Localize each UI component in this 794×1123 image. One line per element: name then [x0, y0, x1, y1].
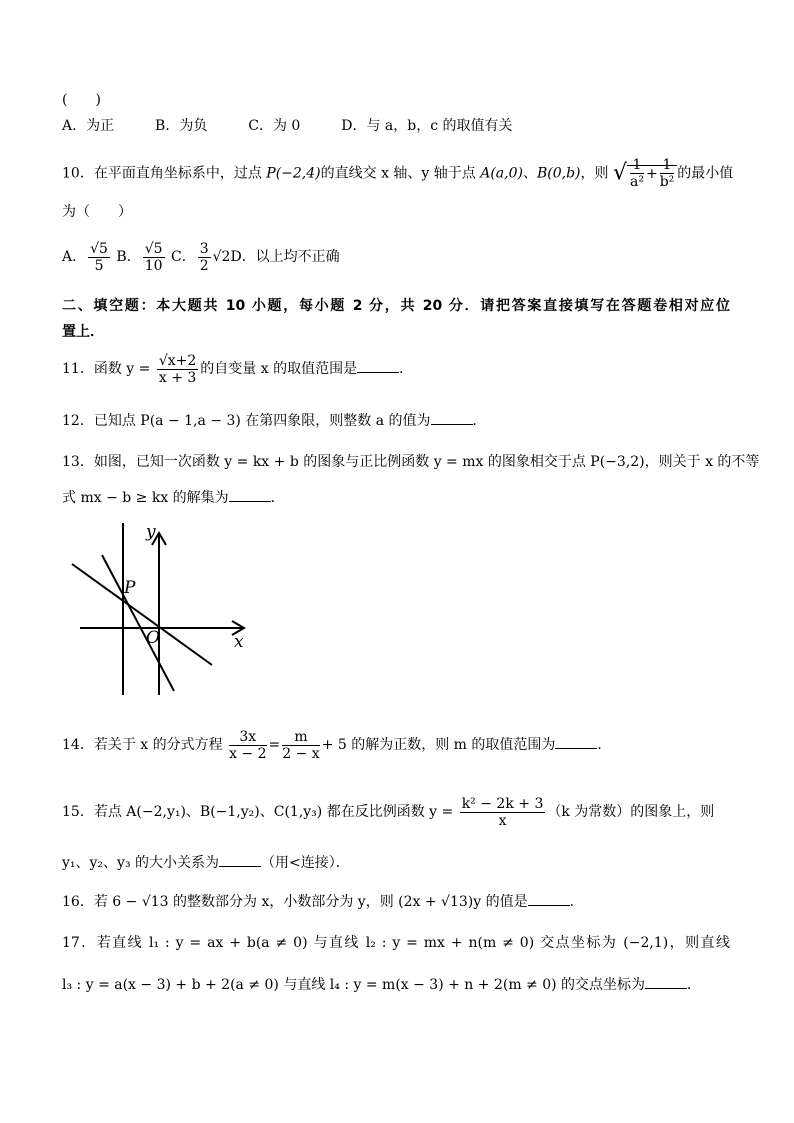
q10-then: ，则 — [580, 165, 609, 182]
q9-option-a: A．为正 — [62, 118, 115, 134]
q14-eq: = — [268, 737, 281, 753]
q10-point-b: B(0,b) — [536, 165, 581, 182]
q17-line1: 17．若直线 l₁ : y = ax + b(a ≠ 0) 与直线 l₂ : y = mx + n(m ≠ 0) 交点坐标为 (−2,1)，则直线 — [62, 935, 730, 951]
q14-f1-num: 3x — [229, 729, 266, 746]
q11-post: 的自变量 x 的取值范围是 — [200, 361, 358, 377]
q10-opt-c-den: 2 — [199, 257, 209, 274]
section-title-line2: 置上． — [62, 324, 104, 340]
q10-opt-b-num: √5 — [144, 240, 163, 257]
q10-opt-c-num: 3 — [199, 240, 209, 257]
q11-number: 11． — [62, 361, 94, 377]
q12-number: 12． — [62, 413, 94, 429]
q10-frac2-num: 1 — [660, 157, 675, 174]
q10-options — [62, 240, 340, 274]
q11-pre: 函数 y = — [93, 361, 151, 377]
q16-text: 若 6 − √13 的整数部分为 x，小数部分为 y，则 (2x + √13)y 的值是 — [93, 894, 528, 910]
q10-radicand: $\frac{1}{\text{a²}}$ + $\frac{1}{\text{b²}}$ — [627, 165, 677, 182]
q10-tail: 的最小值 — [677, 165, 734, 182]
q13-text2: 式 mx − b ≥ kx 的解集为 — [62, 490, 229, 506]
q10-point-a: A(a,0) — [480, 165, 523, 182]
q14 — [62, 728, 611, 762]
q10-sep: 、 — [522, 165, 537, 182]
q14-post: + 5 的解为正数，则 m 的取值范围为 — [321, 737, 556, 753]
q14-end: ． — [597, 737, 612, 753]
q15-tail: （用<连接）． — [261, 855, 350, 871]
q14-f1-den: x − 2 — [229, 745, 267, 762]
q10-opt-c-tail: √2 — [212, 249, 231, 265]
q9-options — [62, 116, 513, 136]
q12 — [62, 410, 487, 431]
q10-opt-b-label: B． — [116, 249, 141, 265]
answer-blank — [229, 487, 271, 502]
q10-frac2-den: b² — [659, 174, 675, 190]
q14-f2-den: 2 − x — [282, 745, 320, 762]
answer-blank — [219, 852, 261, 867]
q15-frac-num: k² − 2k + 3 — [461, 795, 544, 812]
q11-frac-den: x + 3 — [158, 369, 197, 386]
q12-end: ． — [472, 413, 487, 429]
q10-number: 10． — [62, 165, 94, 182]
q15-pre: 若点 A(−2,y₁)、B(−1,y₂)、C(1,y₃) 都在反比例函数 y = — [93, 804, 454, 820]
q10-opt-a-num: √5 — [90, 240, 108, 257]
q13-text1: 如图，已知一次函数 y = kx + b 的图象与正比例函数 y = mx 的图象相交于点 P(−3,2)，则关于 x 的不等 — [93, 454, 760, 470]
label-y: y — [146, 522, 156, 542]
line-mx — [72, 564, 212, 665]
q10-stem — [62, 157, 733, 190]
q10-text-mid: 的直线交 x 轴、y 轴于点 — [320, 165, 476, 182]
q10-opt-c-label: C． — [170, 249, 196, 265]
q9-bracket: ( ) — [62, 92, 101, 108]
line-kx-b — [102, 555, 174, 691]
label-x: x — [234, 632, 244, 652]
q10-opt-a-den: 5 — [94, 257, 104, 274]
q11-end: ． — [399, 361, 414, 377]
q15-line1 — [62, 795, 714, 829]
q11-frac-num: √x+2 — [158, 352, 197, 369]
q13-line1 — [62, 452, 759, 472]
q9-option-b: B．为负 — [155, 118, 208, 134]
answer-blank — [528, 891, 570, 906]
q17-end: ． — [687, 977, 702, 993]
label-p: P — [124, 578, 136, 598]
answer-blank — [431, 410, 473, 425]
q10-frac1-den: a² — [630, 174, 644, 190]
q15-text2: y₁、y₂、y₃ 的大小关系为 — [62, 855, 220, 871]
answer-blank — [645, 974, 687, 989]
q9-option-c: C．为 0 — [248, 118, 301, 134]
q13-number: 13． — [62, 454, 94, 470]
q11 — [62, 352, 413, 386]
q10-point-p: P(−2,4) — [266, 165, 321, 182]
label-o: O — [146, 628, 160, 648]
q15-line2 — [62, 852, 350, 873]
q13-figure — [62, 515, 257, 700]
q14-pre: 若关于 x 的分式方程 — [93, 737, 223, 753]
q10-line2: 为（ ） — [62, 204, 132, 220]
q14-number: 14． — [62, 737, 94, 753]
q9-option-d: D．与 a，b，c 的取值有关 — [341, 118, 513, 134]
q10-text-pre: 在平面直角坐标系中，过点 — [93, 165, 262, 182]
q13-line2 — [62, 487, 285, 508]
q17-text2: l₃ : y = a(x − 3) + b + 2(a ≠ 0) 与直线 l₄ : y = m(x − 3) + n + 2(m ≠ 0) 的交点坐标为 — [62, 977, 646, 993]
q10-opt-b-den: 10 — [144, 257, 163, 274]
q13-end: ． — [270, 490, 285, 506]
q17-line2 — [62, 974, 701, 995]
q16 — [62, 891, 584, 912]
q10-opt-a-label: A． — [62, 249, 87, 265]
sqrt-sign: √ — [612, 160, 627, 186]
q16-end: ． — [569, 894, 584, 910]
q15-post: （k 为常数）的图象上，则 — [547, 804, 715, 820]
q12-text: 已知点 P(a − 1,a − 3) 在第四象限，则整数 a 的值为 — [93, 413, 431, 429]
q10-frac1-num: 1 — [630, 157, 644, 174]
q14-f2-num: m — [282, 729, 319, 746]
q10-opt-d: D．以上均不正确 — [230, 249, 340, 265]
q16-number: 16． — [62, 894, 94, 910]
answer-blank — [357, 358, 399, 373]
section-title-line1: 二、填空题：本大题共 10 小题，每小题 2 分，共 20 分．请把答案直接填写在答题卷相对应位 — [62, 298, 730, 314]
answer-blank — [555, 734, 597, 749]
q15-number: 15． — [62, 804, 94, 820]
q15-frac-den: x — [498, 812, 507, 829]
